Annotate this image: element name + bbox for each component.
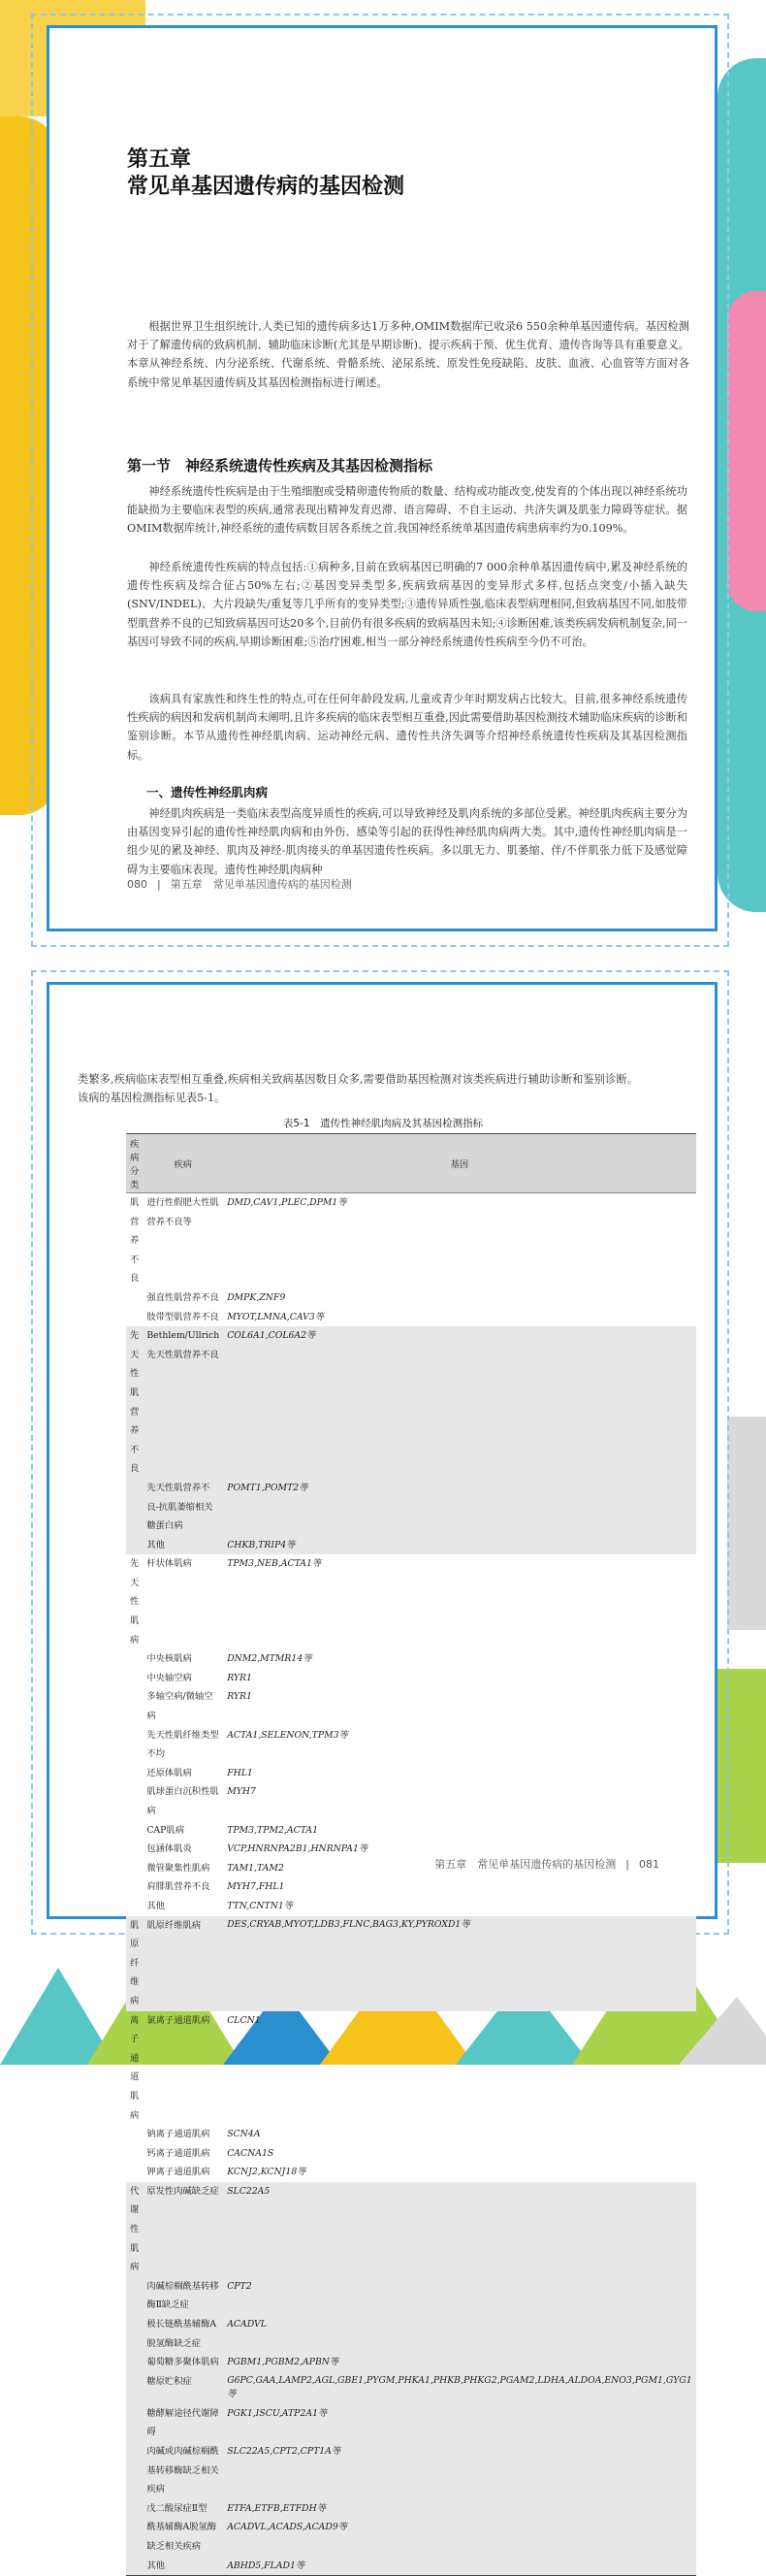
table-cell-disease: 先天性肌纤维类型不均 [146,1729,219,1760]
paragraph-1: 神经系统遗传性疾病是由于生殖细胞或受精卵遗传物质的数量、结构或功能改变,使发育的个体出现以神经系统功能缺损为主要临床表型的疾病,通常表现出精神发育迟滞、语言障碍、不自主运动、共济失调及肌张力障碍等症状。据OMIM数据库统计,神经系统的遗传病数目居各系统之首,我国神经系统单基因遗传病患病率约为0.109%。 [127,485,687,536]
paragraph-4: 神经肌肉疾病是一类临床表型高度异质性的疾病,可以导致神经及肌肉系统的多部位受累。神经肌肉疾病主要分为由基因变异引起的遗传性神经肌肉病和由外伤、感染等引起的获得性神经肌肉病两大类。其中,遗传性神经肌肉病是一组少见的累及神经、肌肉及神经-肌肉接头的单基因遗传性疾病。多以肌无力、肌萎缩、伴/不伴肌张力低下及感觉障碍为主要临床表现。遗传性神经肌肉病种 [127,807,687,876]
section-title: 第一节 神经系统遗传性疾病及其基因检测指标 [127,457,433,474]
table-cell-gene: CHKB,TRIP4等 [223,1536,695,1555]
table-row [126,1916,696,2011]
table-row [126,1726,696,1764]
table-cell-gene: ABHD5,FLAD1等 [223,2557,695,2576]
table-cell-gene: COL6A1,COL6A2等 [223,1326,695,1479]
table-row [126,1821,696,1841]
table-cell-gene: RYR1 [227,1691,252,1703]
table-cell-category [126,1288,143,1308]
table-cell-disease: 多轴空病/微轴空病 [146,1691,213,1722]
table-cell-disease: 肩腓肌营养不良 [146,1881,210,1893]
table-cell-category [126,1764,143,1783]
table-cell-disease: Bethlem/Ullrich先天性肌营养不良 [143,1326,223,1479]
table-cell-category [126,2518,143,2556]
table-cell-gene: VCP,HNRNPA2B1,HNRNPA1等 [227,1843,368,1855]
table-cell-category [126,1859,143,1878]
table-cell-category [126,1649,143,1669]
table-cell-gene: FHL1 [227,1767,253,1778]
table-cell-gene: PGK1,ISCU,ATP2A1等 [223,2404,695,2442]
table-cell-category [126,1726,143,1764]
table-cell-gene: DMD,CAV1,PLEC,DPM1等 [227,1197,347,1208]
table-cell-gene: MYOT,LMNA,CAV3等 [227,1311,325,1322]
table-cell-disease: 包涵体肌炎 [146,1843,192,1855]
table-cell-gene: TPM3,TPM2,ACTA1 [227,1824,319,1836]
table-row [126,2372,696,2404]
background-decoration-pink [727,291,766,611]
table-cell-disease: 酰基辅酶A脱氢酶缺乏相关疾病 [143,2518,223,2556]
table-row [126,1897,696,1916]
page-footer [434,1856,659,1872]
table-row [126,1877,696,1897]
table-cell-gene: KCNJ2,KCNJ18等 [227,2167,306,2178]
table-cell-gene: G6PC,GAA,LAMP2,AGL,GBE1,PYGM,PHKA1,PHKB,PHKG2,PGAM2,LDHA,ALDOA,ENO3,PGM1,GYG1等 [223,2372,695,2404]
table-cell-category: 肌原纤维病 [126,1916,143,2011]
table-cell-gene: SCN4A [227,2129,261,2140]
page-footer [127,876,352,892]
footer-separator: | [157,878,161,891]
table-cell-category [126,2315,143,2353]
table-row [126,1669,696,1688]
footer-separator: | [625,1858,629,1871]
table-row [126,2182,696,2277]
table-cell-gene: ACADVL,ACADS,ACAD9等 [223,2518,695,2556]
table-cell-gene: MYH7 [227,1786,256,1798]
table-cell-disease: 进行性假肥大性肌营养不良等 [146,1197,219,1227]
table-cell-category: 代谢性肌病 [126,2182,143,2277]
table-cell-category [126,1308,143,1327]
table-cell-disease: 肉碱或肉碱棕榈酰基转移酶缺乏相关疾病 [143,2442,223,2499]
subsection-title: 一、遗传性神经肌肉病 [146,785,269,799]
table-intro-paragraph: 类繁多,疾病临床表型相互重叠,疾病相关致病基因数目众多,需要借助基因检测对该类疾病进行辅助诊断和鉴别诊断。该病的基因检测指标见表5-1。 [78,1073,638,1105]
table-cell-disease: 还原体肌病 [146,1767,192,1778]
table-cell-gene: ACADVL [223,2315,695,2353]
table-row [126,2557,696,2576]
table-cell-gene: SLC22A5 [223,2182,695,2277]
table-cell-category [126,1536,143,1555]
background-decoration-gray [727,1417,766,1630]
table-cell-disease: 先天性肌营养不良-抗肌萎缩相关糖蛋白病 [143,1479,223,1536]
table-cell-disease: 强直性肌营养不良 [146,1291,219,1303]
table-cell-gene: SLC22A5,CPT2,CPT1A等 [223,2442,695,2499]
table-cell-category [126,1840,143,1859]
table-cell-disease: 糖酵解途径代谢障碍 [143,2404,223,2442]
table-row [126,1193,696,1288]
table-row [126,2163,696,2182]
table-cell-disease: 葡萄糖多聚体肌病 [143,2353,223,2372]
table-row [126,1554,696,1649]
table-cell-category [126,1821,143,1841]
table-cell-gene: DES,CRYAB,MYOT,LDB3,FLNC,BAG3,KY,PYROXD1等 [223,1916,695,2011]
table-cell-disease: 戊二酸尿症Ⅱ型 [143,2499,223,2519]
table-cell-category [126,2125,143,2144]
table-cell-category [126,2442,143,2499]
table-cell-disease: 极长链酰基辅酶A脱氢酶缺乏症 [143,2315,223,2353]
page-number: 081 [639,1858,659,1871]
footer-chapter-title: 第五章 常见单基因遗传病的基因检测 [170,878,352,891]
table-cell-gene: TTN,CNTN1等 [227,1900,294,1911]
table-cell-category [126,2372,143,2404]
table-cell-category: 先天性肌病 [130,1558,140,1646]
table-row [126,1326,696,1479]
table-cell-category [126,2277,143,2315]
table-cell-category: 离子通道肌病 [130,2014,140,2121]
table-cell-gene: PGBM1,PGBM2,APBN等 [223,2353,695,2372]
table-row [126,2277,696,2315]
chapter-intro: 根据世界卫生组织统计,人类已知的遗传病多达1万多种,OMIM数据库已收录6 550余种单基因遗传病。基因检测对于了解遗传病的致病机制、辅助临床诊断(尤其是早期诊断)、提示疾病于预、优生优育、遗传咨询等具有重要意义。本章从神经系统、内分泌系统、代谢系统、骨骼系统、泌尿系统、原发性免疫缺陷、皮肤、血液、心血管等方面对各系统中常见单基因遗传病及其基因检测指标进行阐述。 [127,320,689,389]
table-cell-category [126,2353,143,2372]
footer-chapter-title: 第五章 常见单基因遗传病的基因检测 [434,1858,617,1871]
table-cell-disease: 中央轴空病 [146,1672,192,1683]
paragraph-3: 该病具有家族性和终生性的特点,可在任何年龄段发病,儿童或青少年时期发病占比较大。目前,很多神经系统遗传性疾病的病因和发病机制尚未阐明,且许多疾病的临床表型相互重叠,因此需要借助基因检测技术辅助临床疾病的诊断和鉴别诊断。本节从遗传性神经肌肉病、运动神经元病、遗传性共济失调等介绍神经系统遗传性疾病及其基因检测指标。 [127,693,687,762]
table-cell-disease: 氯离子通道肌病 [146,2014,210,2026]
table-cell-disease: 钠离子通道肌病 [146,2129,210,2140]
table-row [126,2125,696,2144]
table-row [126,2518,696,2556]
column-header-category: 疾病分类 [126,1134,143,1193]
table-cell-disease: 其他 [143,2557,223,2576]
table-row [126,2011,696,2126]
table-cell-disease: 杆状体肌病 [146,1558,192,1570]
table-row [126,2499,696,2519]
table-cell-disease: 微管聚集性肌病 [146,1862,210,1874]
table-cell-gene: ACTA1,SELENON,TPM3等 [227,1729,348,1741]
chapter-title: 常见单基因遗传病的基因检测 [127,175,405,199]
chapter-number: 第五章 [127,147,192,172]
table-header-row [126,1134,696,1193]
table-cell-disease: CAP肌病 [146,1824,184,1836]
table-cell-category [126,1877,143,1897]
table-cell-gene: MYH7,FHL1 [227,1881,285,1893]
table-row [126,2442,696,2499]
table-row [126,2144,696,2164]
table-row [126,1764,696,1783]
table-cell-disease: 其他 [146,1900,165,1911]
table-cell-disease: 肢带型肌营养不良 [146,1311,219,1322]
table-cell-disease: 肌原纤维肌病 [143,1916,223,2011]
table-cell-category [126,2404,143,2442]
table-cell-category [126,1897,143,1916]
table-row [126,1649,696,1669]
table-cell-disease: 肉碱棕榈酰基转移酶Ⅱ缺乏症 [143,2277,223,2315]
table-cell-gene: POMT1,POMT2等 [223,1479,695,1536]
table-cell-gene: DNM2,MTMR14等 [227,1653,312,1665]
gene-table [126,1133,696,2576]
table-cell-category [126,2557,143,2576]
table-cell-gene: TAM1,TAM2 [227,1862,284,1874]
table-cell-gene: RYR1 [227,1672,252,1683]
table-cell-category [126,1479,143,1536]
table-cell-disease: 钾离子通道肌病 [146,2167,210,2178]
table-cell-gene: CPT2 [223,2277,695,2315]
page-080 [47,25,718,931]
table-row [126,1536,696,1555]
table-row [126,2315,696,2353]
table-row [126,2404,696,2442]
table-cell-category: 先天性肌营养不良 [126,1326,143,1479]
table-cell-gene: ETFA,ETFB,ETFDH等 [223,2499,695,2519]
table-cell-gene: CACNA1S [227,2147,274,2159]
table-cell-gene: CLCN1 [227,2014,261,2026]
table-row [126,1479,696,1536]
table-row [126,1288,696,1308]
table-cell-disease: 钙离子通道肌病 [146,2147,210,2159]
table-caption: 表5-1 遗传性神经肌肉病及其基因检测指标 [282,1118,484,1129]
table-cell-disease: 糖原贮积症 [143,2372,223,2404]
table-cell-category [126,1687,143,1725]
table-cell-gene: DMPK,ZNF9 [227,1291,286,1303]
table-cell-category [126,1669,143,1688]
table-cell-category [126,2163,143,2182]
table-cell-disease: 其他 [143,1536,223,1555]
table-cell-disease: 中央核肌病 [146,1653,192,1665]
page-number: 080 [127,878,147,891]
table-row [126,1308,696,1327]
table-row [126,2353,696,2372]
table-cell-gene: TPM3,NEB,ACTA1等 [227,1558,322,1570]
column-header-disease: 疾病 [143,1134,223,1193]
table-cell-category [126,2499,143,2519]
table-row [126,1687,696,1725]
table-cell-disease: 肌球蛋白沉积性肌病 [146,1786,219,1816]
paragraph-2: 神经系统遗传性疾病的特点包括:①病种多,目前在致病基因已明确的7 000余种单基因遗传病中,累及神经系统的遗传性疾病及综合征占50%左右;②基因变异类型多,疾病致病基因的变异形式多样,包括点突变/小插入缺失(SNV/INDEL)、大片段缺失/重复等几乎所有的变异类型;③遗传异质性强,临床表型病理相同,但致病基因不同,如肢带型肌营养不良的已知致病基因可达20多个,目前仍有很多疾病的致病基因未知;④诊断困难,该类疾病发病机制复杂,同一基因可导致不同的疾病,早期诊断困难;⑤治疗困难,相当一部分神经系统遗传性疾病至今仍不可治。 [127,561,687,648]
table-cell-category [126,1782,143,1820]
table-cell-disease: 原发性肉碱缺乏症 [143,2182,223,2277]
table-cell-category: 肌营养不良 [130,1197,140,1285]
table-row [126,1782,696,1820]
column-header-gene: 基因 [223,1134,695,1193]
table-cell-category [126,2144,143,2164]
